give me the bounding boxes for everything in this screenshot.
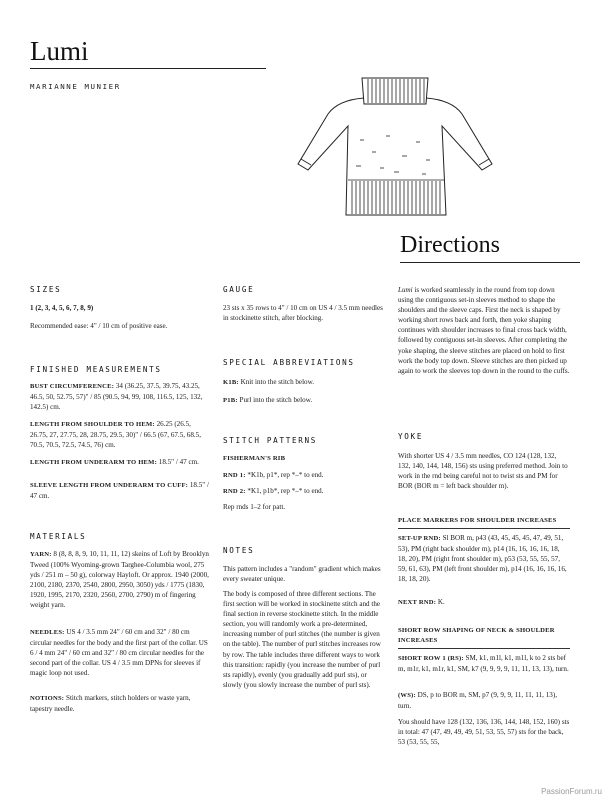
underarm-value: 18.5" / 47 cm.	[158, 458, 199, 466]
yarn-value: 8 (8, 8, 8, 9, 10, 11, 11, 12) skeins of Loft by Brooklyn Tweed (100% Wyoming-grown Targhee-Columbia wool, 275 yds / 251 m – 50 g), colorway Hayloft. Or approx. 1940 (2000, 2100, 2180, 2370, 2540, 2800, 2950, 3050) yds / 1775 (1830, 1920, 1995, 2170, 2320, 2560, 2700, 2790) m of fingering weight yarn.	[30, 550, 209, 610]
notions-value: Stitch markers, stitch holders or waste yarn, tapestry needle.	[30, 694, 191, 714]
ws-label: (WS):	[398, 692, 416, 699]
setup-round	[398, 533, 570, 584]
rib-title: FISHERMAN'S RIB	[223, 455, 286, 462]
setup-text: Sl BOR m, p43 (43, 45, 45, 45, 47, 49, 51, 53), PM (right back shoulder m), p14 (16, 16, 16, 16, 18, 18, 20), PM (right front shoulder m), p53 (53, 55, 55, 57, 59, 61, 63), PM (left front shoulder m), p14 (16, 16, 16, 16, 18, 18, 20).	[398, 534, 567, 584]
directions-heading: Directions	[400, 232, 500, 258]
notes-paragraph-1: This pattern includes a "random" gradient which makes every sweater unique.	[223, 565, 381, 584]
underarm-measurement	[30, 457, 210, 468]
sleeve-measurement	[30, 480, 210, 501]
yoke-cast-on: With shorter US 4 / 3.5 mm needles, CO 124 (128, 132, 132, 140, 144, 148, 156) sts using preferred method. Join to work in the rnd being careful not to twist sts and PM for BOR (BOR m = left back shoulder m).	[398, 452, 568, 491]
sizes-list: 1 (2, 3, 4, 5, 6, 7, 8, 9)	[30, 304, 94, 312]
next-round	[398, 597, 570, 608]
next-label: NEXT RND:	[398, 599, 437, 606]
rnd2-text: *K1, p1b*, rep *–* to end.	[247, 487, 324, 495]
p1b-text: Purl into the stitch below.	[239, 396, 313, 404]
underarm-label: LENGTH FROM UNDERARM TO HEM:	[30, 459, 157, 466]
gauge-text: 23 sts x 35 rows to 4" / 10 cm on US 4 / 3.5 mm needles in stockinette stitch, after blocking.	[223, 304, 383, 323]
p1b-label: P1B:	[223, 397, 238, 404]
rnd1-label: RND 1:	[223, 472, 246, 479]
abbr-k1b	[223, 377, 386, 388]
notions-label: NOTIONS:	[30, 695, 65, 702]
ws-text: DS, p to BOR m, SM, p7 (9, 9, 9, 11, 11, 11, 13), turn.	[398, 691, 557, 711]
gauge-heading: GAUGE	[223, 285, 255, 294]
rep-rnds: Rep rnds 1–2 for patt.	[223, 503, 286, 511]
rnd1	[223, 470, 386, 481]
bust-value: 34 (36.25, 37.5, 39.75, 43.25, 46.5, 50, 52.75, 57)" / 85 (90.5, 94, 99, 108, 116.5, 125, 132, 142.5) cm.	[30, 382, 203, 412]
k1b-text: Knit into the stitch below.	[240, 378, 315, 386]
notes-paragraph-2: The body is composed of three different sections. The first section will be worked in stockinette stitch and the final section in reverse stockinette stitch. In the middle section, you will randomly work a pre-determined, increasing number of purl stitches (the number is given on the table). The number of purl stitches increases row by row. The table includes three different ways to work this transition: rapidly (you increase the number of purl sts rapidly), evenly (you gradually add purl sts), or slowly (you slowly increase the number of purl sts).	[223, 590, 381, 689]
bust-measurement	[30, 381, 210, 412]
sr1-label: SHORT ROW 1 (RS):	[398, 655, 464, 662]
stitch-count: You should have 128 (132, 136, 136, 144, 148, 152, 160) sts in total: 47 (47, 49, 49, 49, 51, 53, 55, 57) sts for the back, 53 (53, 55, 55,	[398, 718, 570, 747]
short-row-1	[398, 653, 570, 674]
needles-label: NEEDLES:	[30, 629, 65, 636]
markers-title: PLACE MARKERS FOR SHOULDER INCREASES	[398, 517, 557, 524]
setup-label: SET-UP RND:	[398, 535, 441, 542]
author-name: MARIANNE MUNIER	[30, 82, 121, 91]
sizes-heading: SIZES	[30, 285, 62, 294]
short-row-divider	[398, 648, 570, 649]
rnd2-label: RND 2:	[223, 488, 246, 495]
finished-heading: FINISHED MEASUREMENTS	[30, 365, 162, 374]
materials-heading: MATERIALS	[30, 532, 87, 541]
intro-lead: Lumi	[398, 286, 413, 294]
sizes-ease: Recommended ease: 4" / 10 cm of positive ease.	[30, 322, 168, 330]
directions-divider	[400, 262, 580, 263]
stitch-patterns-heading: STITCH PATTERNS	[223, 436, 318, 445]
sr1-text: SM, k1, m1l, k1, m1l, k to 2 sts bef m, m1r, k1, m1r, k1, SM, k7 (9, 9, 9, 9, 11, 11, 13, 13), turn.	[398, 654, 569, 674]
watermark: PassionForum.ru	[541, 787, 602, 796]
markers-divider	[398, 528, 570, 529]
length-measurement	[30, 419, 210, 450]
wrong-side-row	[398, 690, 570, 711]
length-label: LENGTH FROM SHOULDER TO HEM:	[30, 421, 155, 428]
pattern-title: Lumi	[30, 36, 89, 66]
materials-notions	[30, 693, 210, 714]
bust-label: BUST CIRCUMFERENCE:	[30, 383, 115, 390]
rnd1-text: *K1b, p1*, rep *–* to end.	[247, 471, 324, 479]
notes-heading: NOTES	[223, 546, 255, 555]
needles-value: US 4 / 3.5 mm 24" / 60 cm and 32" / 80 cm circular needles for the body and the first part of the collar. US 6 / 4 mm 24" / 60 cm and 32" / 80 cm circular needles for the second part of the collar. US 4 / 3.5 mm DPNs for sleeves if magic loop not used.	[30, 628, 208, 678]
title-divider	[30, 68, 266, 69]
intro-paragraph	[398, 285, 570, 376]
yoke-heading: YOKE	[398, 432, 424, 441]
materials-needles	[30, 627, 210, 678]
materials-yarn	[30, 549, 210, 611]
sweater-illustration	[276, 70, 516, 220]
length-value: 26.25 (26.5, 26.75, 27, 27.75, 28, 28.75, 29.5, 30)" / 66.5 (67, 67.5, 68.5, 70.5, 70.5, 72.5, 74.5, 76) cm.	[30, 420, 201, 450]
yarn-label: YARN:	[30, 551, 52, 558]
sleeve-value: 18.5" / 47 cm.	[30, 481, 209, 501]
rnd2	[223, 486, 386, 497]
short-row-title: SHORT ROW SHAPING OF NECK & SHOULDER INCREASES	[398, 627, 555, 645]
k1b-label: K1B:	[223, 379, 239, 386]
sleeve-label: SLEEVE LENGTH FROM UNDERARM TO CUFF:	[30, 482, 189, 489]
abbreviations-heading: SPECIAL ABBREVIATIONS	[223, 358, 355, 367]
next-text: K.	[437, 598, 445, 606]
intro-text: is worked seamlessly in the round from top down using the contiguous set-in sleeves method to shape the shoulders and the sleeve caps. First the neck is shaped by working short rows back and forth, then yoke shaping continues with shoulder increases to final cross back width, followed by contiguous set-in sleeves. After completing the yoke shaping, the sleeve stitches are placed on hold to first work the body top down. Sleeve stitches are then picked up again to work the sleeves top down in the round to the cuffs.	[398, 286, 570, 375]
abbr-p1b	[223, 395, 386, 406]
